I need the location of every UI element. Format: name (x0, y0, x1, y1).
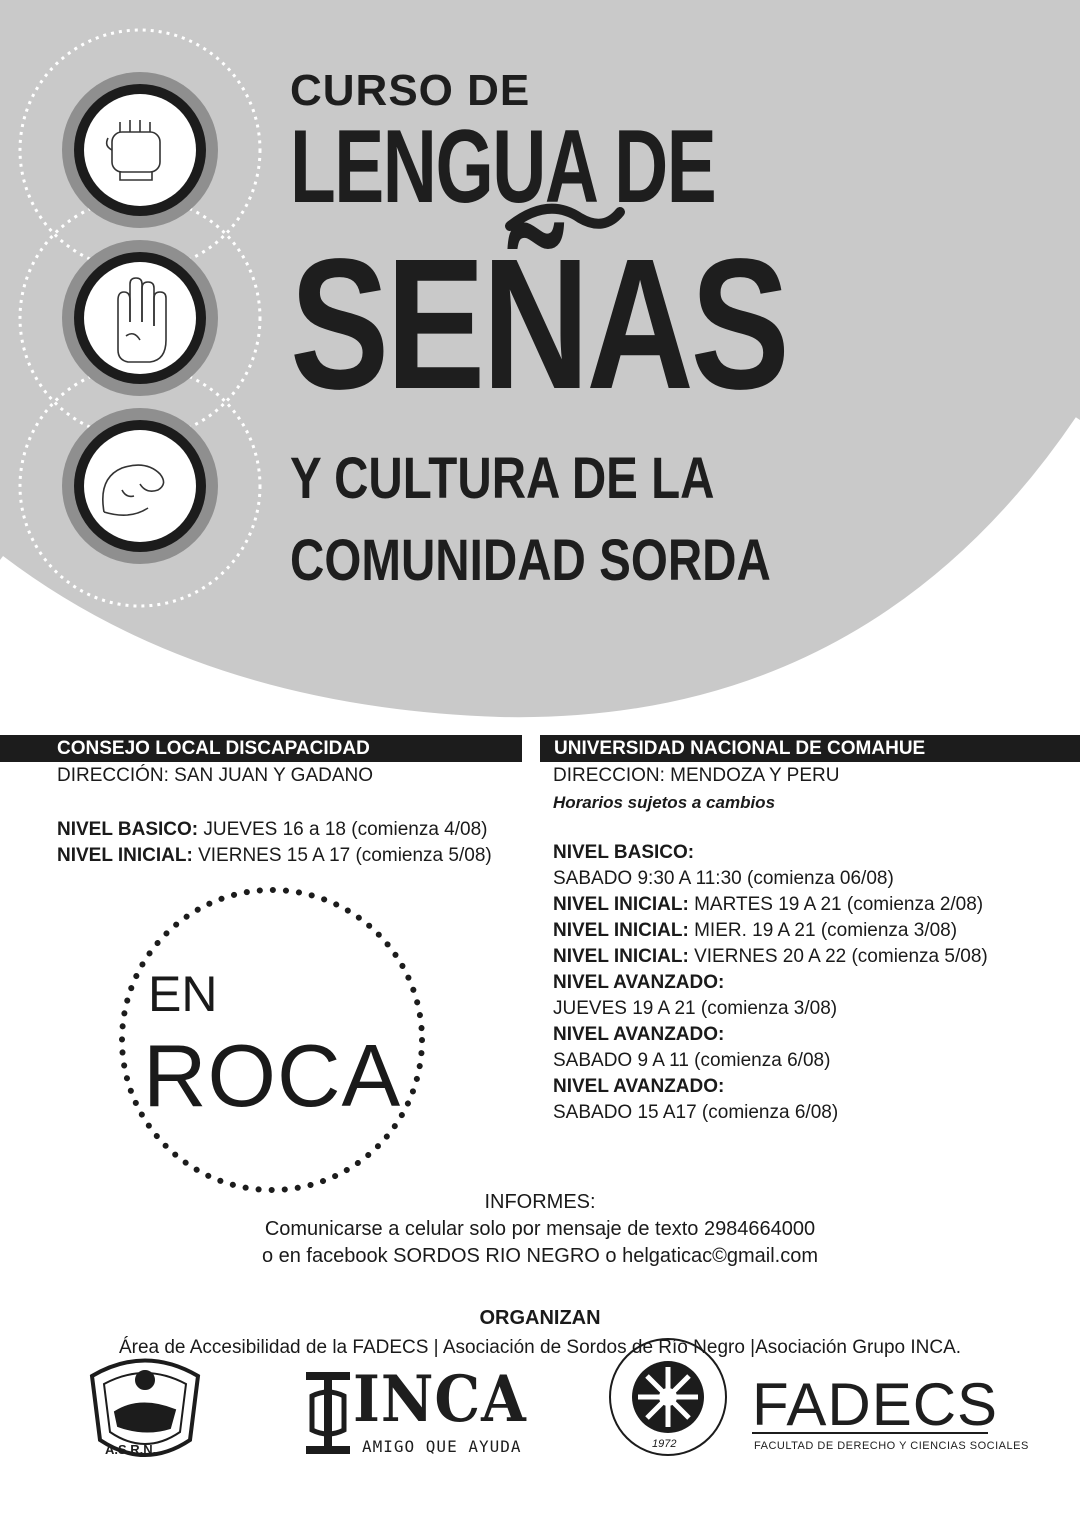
schedule-line: NIVEL INICIAL: MARTES 19 A 21 (comienza 2/08) (553, 894, 984, 915)
hand-ring-2 (62, 240, 218, 396)
level-label: NIVEL BASICO: (57, 819, 199, 840)
organizers-title: ORGANIZAN (479, 1307, 601, 1329)
title-line-1: CURSO DE (290, 66, 531, 115)
unco-year: 1972 (652, 1438, 677, 1450)
right-address: DIRECCION: MENDOZA Y PERU (553, 765, 840, 786)
level-detail: VIERNES 15 A 17 (comienza 5/08) (192, 845, 492, 866)
info-title: INFORMES: (484, 1191, 596, 1213)
title-line-2: LENGUA DE (290, 109, 716, 225)
schedule-line: SABADO 15 A17 (comienza 6/08) (553, 1102, 839, 1123)
title-line-4: Y CULTURA DE LA (290, 446, 715, 511)
schedule-line: SABADO 9:30 A 11:30 (comienza 06/08) (553, 868, 894, 889)
schedule-note: Horarios sujetos a cambios (553, 793, 776, 812)
fadecs-subtitle: FACULTAD DE DERECHO Y CIENCIAS SOCIALES (754, 1440, 1029, 1452)
schedule-line: JUEVES 19 A 21 (comienza 3/08) (553, 998, 838, 1019)
asrn-logo (92, 1361, 198, 1456)
inca-logo-text: INCA (353, 1362, 527, 1437)
right-header-text: UNIVERSIDAD NACIONAL DE COMAHUE (554, 738, 926, 759)
badge-roca-text: ROCA (143, 1026, 402, 1125)
inca-tagline: AMIGO QUE AYUDA (362, 1437, 522, 1456)
left-address: DIRECCIÓN: SAN JUAN Y GADANO (57, 765, 374, 786)
inca-emblem (306, 1372, 350, 1454)
hand-ring-3 (62, 408, 218, 564)
schedule-line: NIVEL BASICO: (553, 842, 695, 863)
info-line-1: Comunicarse a celular solo por mensaje de texto 2984664000 (264, 1218, 816, 1240)
organizers-list: Área de Accesibilidad de la FADECS | Asociación de Sordos de Río Negro |Asociación Grupo INCA. (118, 1337, 962, 1358)
schedule-line: NIVEL INICIAL: VIERNES 20 A 22 (comienza 5/08) (553, 946, 988, 967)
level-label: NIVEL INICIAL: (57, 845, 193, 866)
title-line-5: COMUNIDAD SORDA (290, 528, 771, 593)
hand-ring-1 (62, 72, 218, 228)
schedule-line: NIVEL AVANZADO: (553, 1024, 725, 1045)
left-schedule-row (57, 817, 487, 843)
schedule-line: NIVEL AVANZADO: (553, 1076, 725, 1097)
right-section-header (540, 735, 1080, 762)
left-section-header (0, 735, 522, 762)
left-schedule-row (57, 843, 492, 869)
level-detail: JUEVES 16 a 18 (comienza 4/08) (198, 819, 488, 840)
badge-en-text: EN (148, 966, 218, 1022)
asrn-logo-text: A.S.R.N. (105, 1442, 157, 1457)
schedule-line: NIVEL AVANZADO: (553, 972, 725, 993)
schedule-line: NIVEL INICIAL: MIER. 19 A 21 (comienza 3/08) (553, 920, 958, 941)
fadecs-logo-text: FADECS (752, 1371, 999, 1438)
info-line-2: o en facebook SORDOS RIO NEGRO o helgaticac©gmail.com (261, 1245, 819, 1267)
schedule-line: SABADO 9 A 11 (comienza 6/08) (553, 1050, 831, 1071)
title-line-3: SEÑAS (290, 221, 787, 428)
left-header-text: CONSEJO LOCAL DISCAPACIDAD (57, 738, 370, 759)
right-schedule-list (553, 840, 988, 1126)
